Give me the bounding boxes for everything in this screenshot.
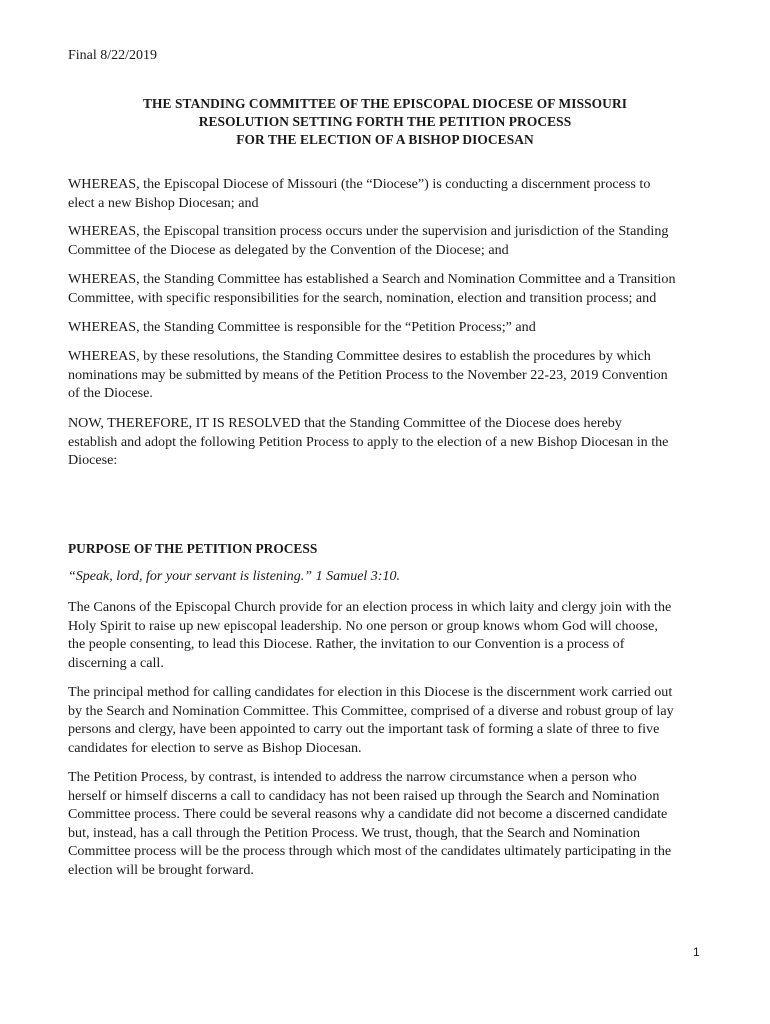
text-line: persons and clergy, have been appointed to carry out the important task of forming a slate of three to five: [68, 721, 660, 738]
text-line: Diocese:: [68, 452, 118, 469]
text-line: Committee process. There could be several reasons why a candidate did not become a discerned candidate: [68, 806, 668, 823]
text-line: The Canons of the Episcopal Church provide for an election process in which laity and clergy join with the: [68, 599, 672, 615]
text-line: NOW, THEREFORE, IT IS RESOLVED that the Standing Committee of the Diocese does hereby: [68, 415, 622, 431]
text-line: herself or himself discerns a call to candidacy has not been raised up through the Search and Nomination: [68, 787, 660, 804]
text-line: discerning a call.: [68, 654, 164, 671]
text-line: establish and adopt the following Petition Process to apply to the election of a new Bishop Diocesan in the: [68, 433, 669, 450]
text-line: candidates for election to serve as Bishop Diocesan.: [68, 739, 362, 756]
body-paragraph: [68, 598, 708, 672]
whereas-paragraph: [68, 318, 708, 337]
text-line: WHEREAS, the Episcopal transition process occurs under the supervision and jurisdiction of the Standing: [68, 223, 669, 239]
text-line: Committee, with specific responsibilities for the search, nomination, election and transition process; and: [68, 289, 657, 306]
text-line: by the Search and Nomination Committee. This Committee, comprised of a diverse and robust group of lay: [68, 702, 674, 719]
whereas-paragraph: [68, 347, 708, 403]
text-line: The principal method for calling candidates for election in this Diocese is the discernment work carried out: [68, 684, 673, 700]
text-line: Committee of the Diocese as delegated by the Convention of the Diocese; and: [68, 241, 509, 258]
whereas-paragraph: [68, 270, 708, 307]
whereas-paragraph: [68, 222, 708, 259]
title-line: THE STANDING COMMITTEE OF THE EPISCOPAL DIOCESE OF MISSOURI: [142, 96, 628, 111]
section-heading: PURPOSE OF THE PETITION PROCESS: [68, 541, 318, 556]
text-line: elect a new Bishop Diocesan; and: [68, 194, 259, 211]
text-line: The Petition Process, by contrast, is intended to address the narrow circumstance when a person who: [68, 769, 637, 785]
body-paragraph: [68, 768, 708, 880]
text-line: of the Diocese.: [68, 385, 153, 402]
title-line: RESOLUTION SETTING FORTH THE PETITION PROCESS: [198, 114, 572, 129]
title-line: FOR THE ELECTION OF A BISHOP DIOCESAN: [236, 132, 534, 147]
text-line: WHEREAS, by these resolutions, the Standing Committee desires to establish the procedures by which: [68, 348, 651, 364]
text-line: Holy Spirit to raise up new episcopal leadership. No one person or group knows whom God will choose,: [68, 617, 658, 634]
page-number: 1: [693, 945, 700, 959]
body-paragraph: [68, 683, 708, 757]
text-line: nominations may be submitted by means of the Petition Process to the November 22-23, 2019 Convention: [68, 366, 668, 383]
scripture-quote: “Speak, lord, for your servant is listening.” 1 Samuel 3:10.: [68, 569, 400, 584]
text-line: the people consenting, to lead this Diocese. Rather, the invitation to our Convention is a process of: [68, 636, 625, 653]
document-date: Final 8/22/2019: [68, 48, 158, 63]
whereas-paragraph: [68, 175, 708, 212]
text-line: WHEREAS, the Episcopal Diocese of Missouri (the “Diocese”) is conducting a discernment process to: [68, 176, 651, 192]
text-line: WHEREAS, the Standing Committee has established a Search and Nomination Committee and a Transition: [68, 271, 676, 287]
text-line: Committee process will be the process through which most of the candidates ultimately participating in the: [68, 843, 672, 860]
document-title: [60, 95, 710, 149]
text-line: election will be brought forward.: [68, 861, 254, 878]
text-line: but, instead, has a call through the Petition Process. We trust, though, that the Search and Nomination: [68, 824, 641, 841]
resolved-paragraph: [68, 414, 708, 470]
text-line: WHEREAS, the Standing Committee is responsible for the “Petition Process;” and: [68, 319, 536, 335]
